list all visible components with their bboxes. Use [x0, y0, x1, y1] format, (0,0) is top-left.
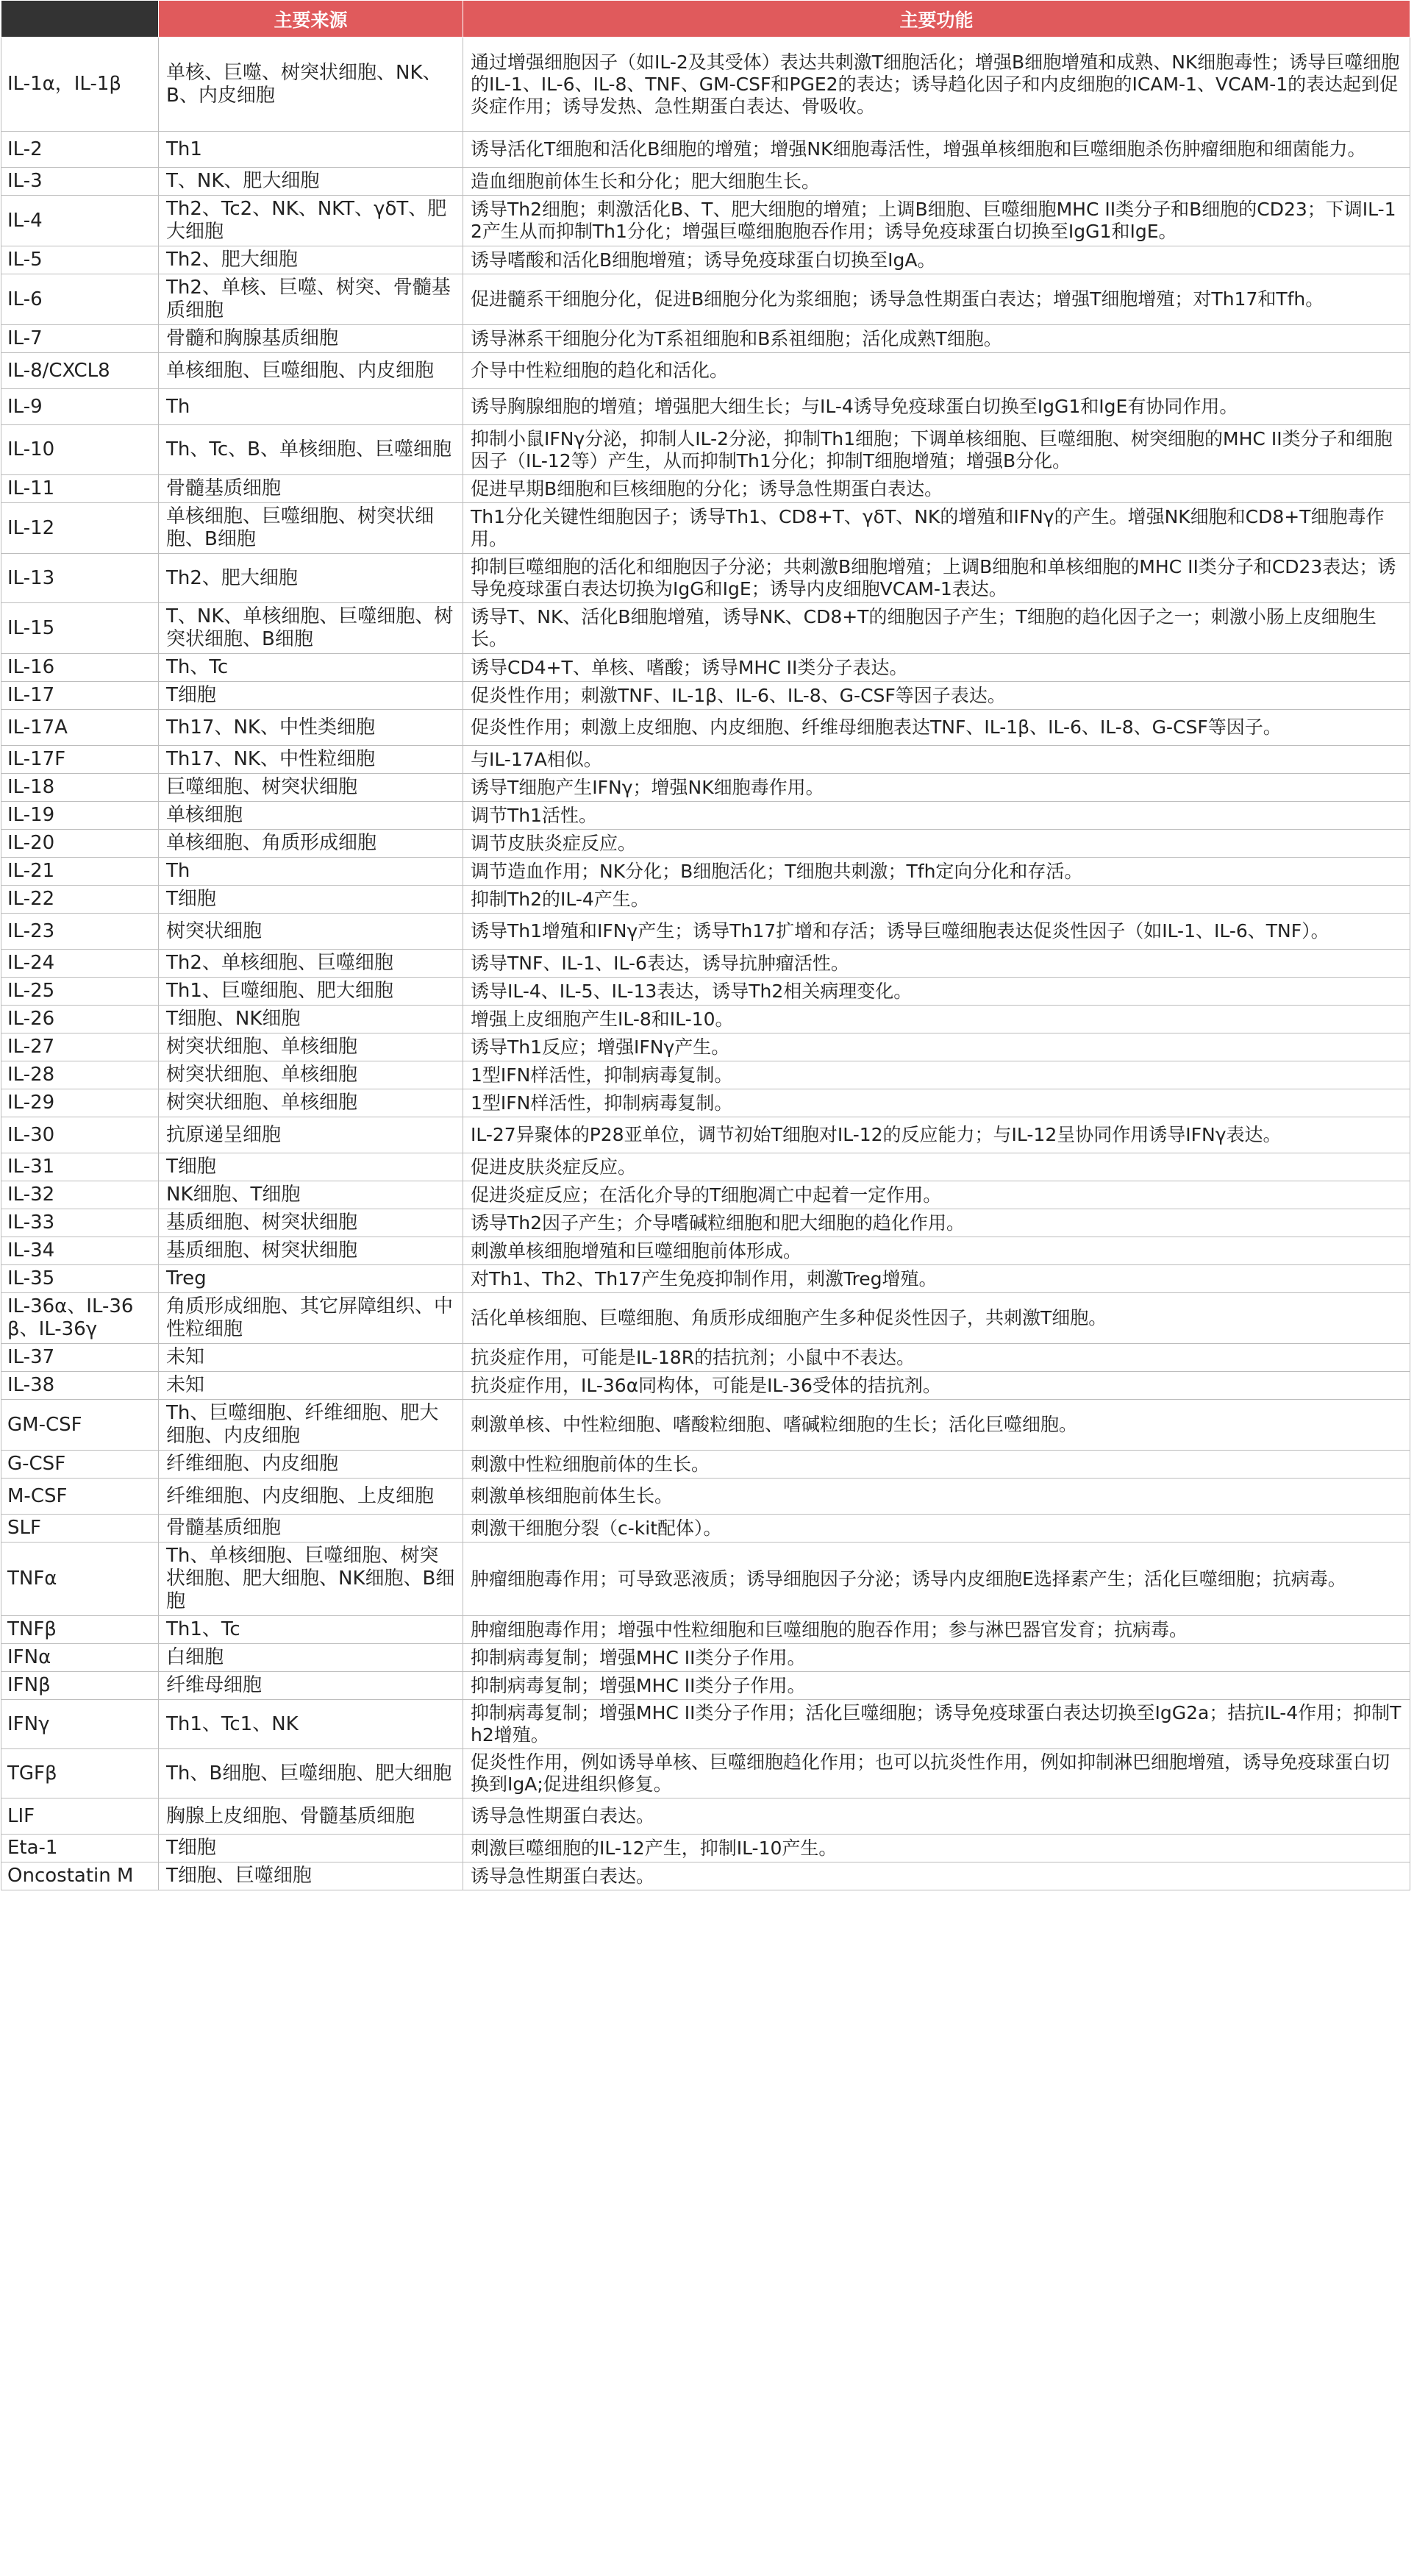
table-row — [1, 603, 1410, 654]
cytokine-source-cell: 骨髓基质细胞 — [159, 1515, 463, 1543]
cytokine-function-cell: 促进炎症反应；在活化介导的T细胞凋亡中起着一定作用。 — [463, 1181, 1410, 1209]
cytokine-function-cell: 诱导急性期蛋白表达。 — [463, 1862, 1410, 1890]
cytokine-name-cell: IL-34 — [1, 1237, 159, 1265]
table-row — [1, 1700, 1410, 1749]
table-row — [1, 1061, 1410, 1089]
cytokine-name-cell: IL-17 — [1, 682, 159, 710]
cytokine-name-cell: TGFβ — [1, 1749, 159, 1798]
cytokine-name-cell: IL-18 — [1, 774, 159, 802]
cytokine-function-cell: 调节Th1活性。 — [463, 802, 1410, 830]
cytokine-function-cell: 刺激干细胞分裂（c-kit配体）。 — [463, 1515, 1410, 1543]
cytokine-source-cell: Th、Tc、B、单核细胞、巨噬细胞 — [159, 425, 463, 475]
table-row — [1, 1672, 1410, 1700]
cytokine-name-cell: IL-15 — [1, 603, 159, 654]
cytokine-name-cell: IL-31 — [1, 1153, 159, 1181]
table-row — [1, 475, 1410, 503]
table-row — [1, 1644, 1410, 1672]
table-row — [1, 196, 1410, 246]
cytokine-name-cell: IL-29 — [1, 1089, 159, 1117]
cytokine-name-cell: IL-17A — [1, 710, 159, 746]
cytokine-function-cell: 造血细胞前体生长和分化；肥大细胞生长。 — [463, 168, 1410, 196]
cytokine-source-cell: T、NK、单核细胞、巨噬细胞、树突状细胞、B细胞 — [159, 603, 463, 654]
cytokine-name-cell: IL-4 — [1, 196, 159, 246]
cytokine-source-cell: 基质细胞、树突状细胞 — [159, 1237, 463, 1265]
cytokine-function-cell: 诱导Th1增殖和IFNγ产生；诱导Th17扩增和存活；诱导巨噬细胞表达促炎性因子（如IL-1、IL-6、TNF）。 — [463, 914, 1410, 950]
cytokine-name-cell: LIF — [1, 1798, 159, 1835]
cytokine-name-cell: IL-9 — [1, 389, 159, 425]
table-row — [1, 914, 1410, 950]
cytokine-source-cell: 骨髓和胸腺基质细胞 — [159, 325, 463, 353]
table-row — [1, 950, 1410, 978]
cytokine-name-cell: IL-13 — [1, 554, 159, 603]
cytokine-source-cell: 未知 — [159, 1372, 463, 1400]
table-row — [1, 503, 1410, 554]
cytokine-source-cell: Th — [159, 858, 463, 886]
cytokine-source-cell: Th、Tc — [159, 654, 463, 682]
cytokine-source-cell: Treg — [159, 1265, 463, 1293]
cytokine-function-cell: 增强上皮细胞产生IL-8和IL-10。 — [463, 1006, 1410, 1033]
cytokine-function-cell: 诱导CD4+T、单核、嗜酸；诱导MHC II类分子表达。 — [463, 654, 1410, 682]
cytokine-source-cell: 单核、巨噬、树突状细胞、NK、B、内皮细胞 — [159, 38, 463, 132]
table-row — [1, 1543, 1410, 1616]
table-row — [1, 682, 1410, 710]
table-row — [1, 389, 1410, 425]
cytokine-source-cell: Th、单核细胞、巨噬细胞、树突状细胞、肥大细胞、NK细胞、B细胞 — [159, 1543, 463, 1616]
cytokine-function-cell: 促进髓系干细胞分化，促进B细胞分化为浆细胞；诱导急性期蛋白表达；增强T细胞增殖；对Th17和Tfh。 — [463, 274, 1410, 325]
cytokine-function-cell: 对Th1、Th2、Th17产生免疫抑制作用，刺激Treg增殖。 — [463, 1265, 1410, 1293]
cytokine-source-cell: 单核细胞、巨噬细胞、内皮细胞 — [159, 353, 463, 389]
cytokine-source-cell: 树突状细胞 — [159, 914, 463, 950]
cytokine-name-cell: IL-21 — [1, 858, 159, 886]
cytokine-function-cell: 刺激巨噬细胞的IL-12产生，抑制IL-10产生。 — [463, 1835, 1410, 1862]
cytokine-source-cell: Th17、NK、中性类细胞 — [159, 710, 463, 746]
cytokine-function-cell: 1型IFN样活性，抑制病毒复制。 — [463, 1089, 1410, 1117]
cytokine-name-cell: IL-26 — [1, 1006, 159, 1033]
cytokine-name-cell: IL-3 — [1, 168, 159, 196]
cytokine-source-cell: Th2、肥大细胞 — [159, 246, 463, 274]
cytokine-function-cell: IL-27异聚体的P28亚单位，调节初始T细胞对IL-12的反应能力；与IL-12呈协同作用诱导IFNγ表达。 — [463, 1117, 1410, 1153]
cytokine-name-cell: IL-19 — [1, 802, 159, 830]
cytokine-source-cell: 纤维细胞、内皮细胞、上皮细胞 — [159, 1479, 463, 1515]
table-row — [1, 1400, 1410, 1451]
cytokine-name-cell: IL-2 — [1, 132, 159, 168]
cytokine-function-cell: 与IL-17A相似。 — [463, 746, 1410, 774]
cytokine-source-cell: T细胞 — [159, 886, 463, 914]
table-row — [1, 1033, 1410, 1061]
cytokine-function-cell: 诱导T细胞产生IFNγ；增强NK细胞毒作用。 — [463, 774, 1410, 802]
table-row — [1, 1616, 1410, 1644]
cytokine-function-cell: 肿瘤细胞毒作用；可导致恶液质；诱导细胞因子分泌；诱导内皮细胞E选择素产生；活化巨噬细胞；抗病毒。 — [463, 1543, 1410, 1616]
cytokine-name-cell: IL-30 — [1, 1117, 159, 1153]
cytokine-function-cell: 抗炎症作用，IL-36α同构体，可能是IL-36受体的拮抗剂。 — [463, 1372, 1410, 1400]
cytokine-function-cell: 肿瘤细胞毒作用；增强中性粒细胞和巨噬细胞的胞吞作用；参与淋巴器官发育；抗病毒。 — [463, 1616, 1410, 1644]
header-source: 主要来源 — [159, 1, 463, 38]
cytokine-name-cell: IL-32 — [1, 1181, 159, 1209]
cytokine-source-cell: Th、巨噬细胞、纤维细胞、肥大细胞、内皮细胞 — [159, 1400, 463, 1451]
table-row — [1, 1209, 1410, 1237]
table-row — [1, 325, 1410, 353]
cytokine-name-cell: IL-5 — [1, 246, 159, 274]
cytokine-source-cell: Th1、巨噬细胞、肥大细胞 — [159, 978, 463, 1006]
cytokine-source-cell: Th2、肥大细胞 — [159, 554, 463, 603]
table-row — [1, 1862, 1410, 1890]
cytokine-function-cell: 促炎性作用；刺激上皮细胞、内皮细胞、纤维母细胞表达TNF、IL-1β、IL-6、IL-8、G-CSF等因子。 — [463, 710, 1410, 746]
cytokine-function-cell: 诱导嗜酸和活化B细胞增殖；诱导免疫球蛋白切换至IgA。 — [463, 246, 1410, 274]
cytokine-function-cell: 抑制小鼠IFNγ分泌，抑制人IL-2分泌，抑制Th1细胞；下调单核细胞、巨噬细胞、树突细胞的MHC II类分子和细胞因子（IL-12等）产生，从而抑制Th1分化；抑制T细胞增殖；增强B分化。 — [463, 425, 1410, 475]
cytokine-function-cell: 抗炎症作用，可能是IL-18R的拮抗剂；小鼠中不表达。 — [463, 1344, 1410, 1372]
cytokine-name-cell: Oncostatin M — [1, 1862, 159, 1890]
cytokine-function-cell: 介导中性粒细胞的趋化和活化。 — [463, 353, 1410, 389]
cytokine-name-cell: IFNβ — [1, 1672, 159, 1700]
table-row — [1, 1798, 1410, 1835]
cytokine-name-cell: IL-20 — [1, 830, 159, 858]
table-row — [1, 710, 1410, 746]
cytokine-name-cell: IL-12 — [1, 503, 159, 554]
cytokine-source-cell: 单核细胞、巨噬细胞、树突状细胞、B细胞 — [159, 503, 463, 554]
cytokine-function-cell: 诱导TNF、IL-1、IL-6表达，诱导抗肿瘤活性。 — [463, 950, 1410, 978]
cytokine-source-cell: T细胞 — [159, 682, 463, 710]
table-row — [1, 978, 1410, 1006]
header-corner-cell — [1, 1, 159, 38]
cytokine-function-cell: 通过增强细胞因子（如IL-2及其受体）表达共刺激T细胞活化；增强B细胞增殖和成熟、NK细胞毒性；诱导巨噬细胞的IL-1、IL-6、IL-8、TNF、GM-CSF和PGE2的表达；诱导趋化因子和内皮细胞的ICAM-1、VCAM-1的表达起到促炎症作用；诱导发热、急性期蛋白表达、骨吸收。 — [463, 38, 1410, 132]
cytokine-name-cell: GM-CSF — [1, 1400, 159, 1451]
table-row — [1, 38, 1410, 132]
cytokine-source-cell: Th2、单核细胞、巨噬细胞 — [159, 950, 463, 978]
cytokine-function-cell: 诱导Th2因子产生；介导嗜碱粒细胞和肥大细胞的趋化作用。 — [463, 1209, 1410, 1237]
cytokine-source-cell: Th1、Tc — [159, 1616, 463, 1644]
cytokine-source-cell: T细胞、巨噬细胞 — [159, 1862, 463, 1890]
cytokine-function-cell: 诱导急性期蛋白表达。 — [463, 1798, 1410, 1835]
table-row — [1, 274, 1410, 325]
cytokine-source-cell: T细胞 — [159, 1153, 463, 1181]
table-row — [1, 1835, 1410, 1862]
table-row — [1, 858, 1410, 886]
cytokine-function-cell: 诱导淋系干细胞分化为T系祖细胞和B系祖细胞；活化成熟T细胞。 — [463, 325, 1410, 353]
cytokine-name-cell: SLF — [1, 1515, 159, 1543]
cytokine-source-cell: 抗原递呈细胞 — [159, 1117, 463, 1153]
table-row — [1, 1451, 1410, 1479]
cytokine-name-cell: M-CSF — [1, 1479, 159, 1515]
table-row — [1, 1237, 1410, 1265]
table-row — [1, 774, 1410, 802]
cytokine-source-cell: 巨噬细胞、树突状细胞 — [159, 774, 463, 802]
cytokine-source-cell: T、NK、肥大细胞 — [159, 168, 463, 196]
cytokine-function-cell: 诱导胸腺细胞的增殖；增强肥大细生长；与IL-4诱导免疫球蛋白切换至IgG1和IgE有协同作用。 — [463, 389, 1410, 425]
cytokine-name-cell: IL-33 — [1, 1209, 159, 1237]
cytokine-name-cell: IL-25 — [1, 978, 159, 1006]
cytokine-name-cell: IL-35 — [1, 1265, 159, 1293]
cytokine-function-cell: Th1分化关键性细胞因子；诱导Th1、CD8+T、γδT、NK的增殖和IFNγ的产生。增强NK细胞和CD8+T细胞毒作用。 — [463, 503, 1410, 554]
cytokine-function-cell: 抑制病毒复制；增强MHC II类分子作用。 — [463, 1672, 1410, 1700]
cytokine-function-cell: 促炎性作用，例如诱导单核、巨噬细胞趋化作用；也可以抗炎性作用，例如抑制淋巴细胞增殖，诱导免疫球蛋白切换到IgA;促进组织修复。 — [463, 1749, 1410, 1798]
cytokine-source-cell: Th1 — [159, 132, 463, 168]
cytokine-function-cell: 促进早期B细胞和巨核细胞的分化；诱导急性期蛋白表达。 — [463, 475, 1410, 503]
cytokine-function-cell: 刺激单核细胞增殖和巨噬细胞前体形成。 — [463, 1237, 1410, 1265]
cytokine-source-cell: NK细胞、T细胞 — [159, 1181, 463, 1209]
table-row — [1, 554, 1410, 603]
cytokine-name-cell: IL-10 — [1, 425, 159, 475]
table-row — [1, 1006, 1410, 1033]
table-row — [1, 1117, 1410, 1153]
table-row — [1, 1153, 1410, 1181]
cytokine-name-cell: IL-8/CXCL8 — [1, 353, 159, 389]
cytokine-name-cell: IL-27 — [1, 1033, 159, 1061]
cytokine-source-cell: Th — [159, 389, 463, 425]
cytokine-function-cell: 抑制病毒复制；增强MHC II类分子作用；活化巨噬细胞；诱导免疫球蛋白表达切换至IgG2a；拮抗IL-4作用；抑制Th2增殖。 — [463, 1700, 1410, 1749]
cytokine-source-cell: Th17、NK、中性粒细胞 — [159, 746, 463, 774]
cytokine-function-cell: 抑制巨噬细胞的活化和细胞因子分泌；共刺激B细胞增殖；上调B细胞和单核细胞的MHC II类分子和CD23表达；诱导免疫球蛋白表达切换为IgG和IgE；诱导内皮细胞VCAM-1表达。 — [463, 554, 1410, 603]
table-row — [1, 1479, 1410, 1515]
cytokine-source-cell: T细胞 — [159, 1835, 463, 1862]
cytokine-table — [1, 0, 1410, 1890]
table-row — [1, 1749, 1410, 1798]
cytokine-function-cell: 刺激单核、中性粒细胞、嗜酸粒细胞、嗜碱粒细胞的生长；活化巨噬细胞。 — [463, 1400, 1410, 1451]
cytokine-function-cell: 促炎性作用；刺激TNF、IL-1β、IL-6、IL-8、G-CSF等因子表达。 — [463, 682, 1410, 710]
cytokine-name-cell: IL-24 — [1, 950, 159, 978]
cytokine-function-cell: 调节造血作用；NK分化；B细胞活化；T细胞共刺激；Tfh定向分化和存活。 — [463, 858, 1410, 886]
cytokine-function-cell: 诱导T、NK、活化B细胞增殖，诱导NK、CD8+T的细胞因子产生；T细胞的趋化因子之一；刺激小肠上皮细胞生长。 — [463, 603, 1410, 654]
cytokine-name-cell: IL-23 — [1, 914, 159, 950]
cytokine-name-cell: IL-7 — [1, 325, 159, 353]
cytokine-source-cell: 树突状细胞、单核细胞 — [159, 1061, 463, 1089]
cytokine-name-cell: TNFα — [1, 1543, 159, 1616]
cytokine-name-cell: G-CSF — [1, 1451, 159, 1479]
cytokine-function-cell: 抑制病毒复制；增强MHC II类分子作用。 — [463, 1644, 1410, 1672]
cytokine-source-cell: 树突状细胞、单核细胞 — [159, 1033, 463, 1061]
table-row — [1, 1181, 1410, 1209]
cytokine-function-cell: 诱导Th1反应；增强IFNγ产生。 — [463, 1033, 1410, 1061]
cytokine-source-cell: 基质细胞、树突状细胞 — [159, 1209, 463, 1237]
cytokine-source-cell: 未知 — [159, 1344, 463, 1372]
table-body — [1, 38, 1410, 1890]
cytokine-function-cell: 活化单核细胞、巨噬细胞、角质形成细胞产生多种促炎性因子，共刺激T细胞。 — [463, 1293, 1410, 1344]
cytokine-function-cell: 促进皮肤炎症反应。 — [463, 1153, 1410, 1181]
cytokine-source-cell: Th1、Tc1、NK — [159, 1700, 463, 1749]
cytokine-name-cell: IL-17F — [1, 746, 159, 774]
cytokine-name-cell: IL-16 — [1, 654, 159, 682]
table-row — [1, 353, 1410, 389]
table-row — [1, 1344, 1410, 1372]
cytokine-function-cell: 刺激中性粒细胞前体的生长。 — [463, 1451, 1410, 1479]
cytokine-name-cell: TNFβ — [1, 1616, 159, 1644]
cytokine-name-cell: IL-1α，IL-1β — [1, 38, 159, 132]
cytokine-name-cell: IFNα — [1, 1644, 159, 1672]
cytokine-source-cell: 胸腺上皮细胞、骨髓基质细胞 — [159, 1798, 463, 1835]
table-row — [1, 1265, 1410, 1293]
table-row — [1, 168, 1410, 196]
table-row — [1, 654, 1410, 682]
table-row — [1, 1372, 1410, 1400]
table-row — [1, 1089, 1410, 1117]
table-header-row — [1, 1, 1410, 38]
cytokine-source-cell: Th2、Tc2、NK、NKT、γδT、肥大细胞 — [159, 196, 463, 246]
cytokine-source-cell: 单核细胞 — [159, 802, 463, 830]
cytokine-name-cell: IL-38 — [1, 1372, 159, 1400]
cytokine-source-cell: 角质形成细胞、其它屏障组织、中性粒细胞 — [159, 1293, 463, 1344]
cytokine-function-cell: 调节皮肤炎症反应。 — [463, 830, 1410, 858]
cytokine-name-cell: IL-6 — [1, 274, 159, 325]
cytokine-source-cell: Th2、单核、巨噬、树突、骨髓基质细胞 — [159, 274, 463, 325]
cytokine-source-cell: Th、B细胞、巨噬细胞、肥大细胞 — [159, 1749, 463, 1798]
cytokine-name-cell: IFNγ — [1, 1700, 159, 1749]
table-row — [1, 802, 1410, 830]
cytokine-function-cell: 诱导活化T细胞和活化B细胞的增殖；增强NK细胞毒活性，增强单核细胞和巨噬细胞杀伤肿瘤细胞和细菌能力。 — [463, 132, 1410, 168]
table-row — [1, 746, 1410, 774]
cytokine-source-cell: 纤维细胞、内皮细胞 — [159, 1451, 463, 1479]
cytokine-source-cell: T细胞、NK细胞 — [159, 1006, 463, 1033]
cytokine-source-cell: 纤维母细胞 — [159, 1672, 463, 1700]
table-row — [1, 1515, 1410, 1543]
cytokine-name-cell: IL-37 — [1, 1344, 159, 1372]
cytokine-function-cell: 抑制Th2的IL-4产生。 — [463, 886, 1410, 914]
table-row — [1, 830, 1410, 858]
cytokine-name-cell: Eta-1 — [1, 1835, 159, 1862]
table-row — [1, 246, 1410, 274]
header-function: 主要功能 — [463, 1, 1410, 38]
cytokine-function-cell: 刺激单核细胞前体生长。 — [463, 1479, 1410, 1515]
cytokine-source-cell: 单核细胞、角质形成细胞 — [159, 830, 463, 858]
cytokine-source-cell: 白细胞 — [159, 1644, 463, 1672]
cytokine-function-cell: 诱导Th2细胞；刺激活化B、T、肥大细胞的增殖；上调B细胞、巨噬细胞MHC II类分子和B细胞的CD23；下调IL-12产生从而抑制Th1分化；增强巨噬细胞胞吞作用；诱导免疫球蛋白切换至IgG1和IgE。 — [463, 196, 1410, 246]
cytokine-name-cell: IL-11 — [1, 475, 159, 503]
cytokine-source-cell: 树突状细胞、单核细胞 — [159, 1089, 463, 1117]
table-row — [1, 1293, 1410, 1344]
cytokine-function-cell: 诱导IL-4、IL-5、IL-13表达，诱导Th2相关病理变化。 — [463, 978, 1410, 1006]
table-row — [1, 132, 1410, 168]
cytokine-name-cell: IL-28 — [1, 1061, 159, 1089]
cytokine-name-cell: IL-36α、IL-36β、IL-36γ — [1, 1293, 159, 1344]
cytokine-function-cell: 1型IFN样活性，抑制病毒复制。 — [463, 1061, 1410, 1089]
table-row — [1, 425, 1410, 475]
table-row — [1, 886, 1410, 914]
cytokine-source-cell: 骨髓基质细胞 — [159, 475, 463, 503]
cytokine-name-cell: IL-22 — [1, 886, 159, 914]
